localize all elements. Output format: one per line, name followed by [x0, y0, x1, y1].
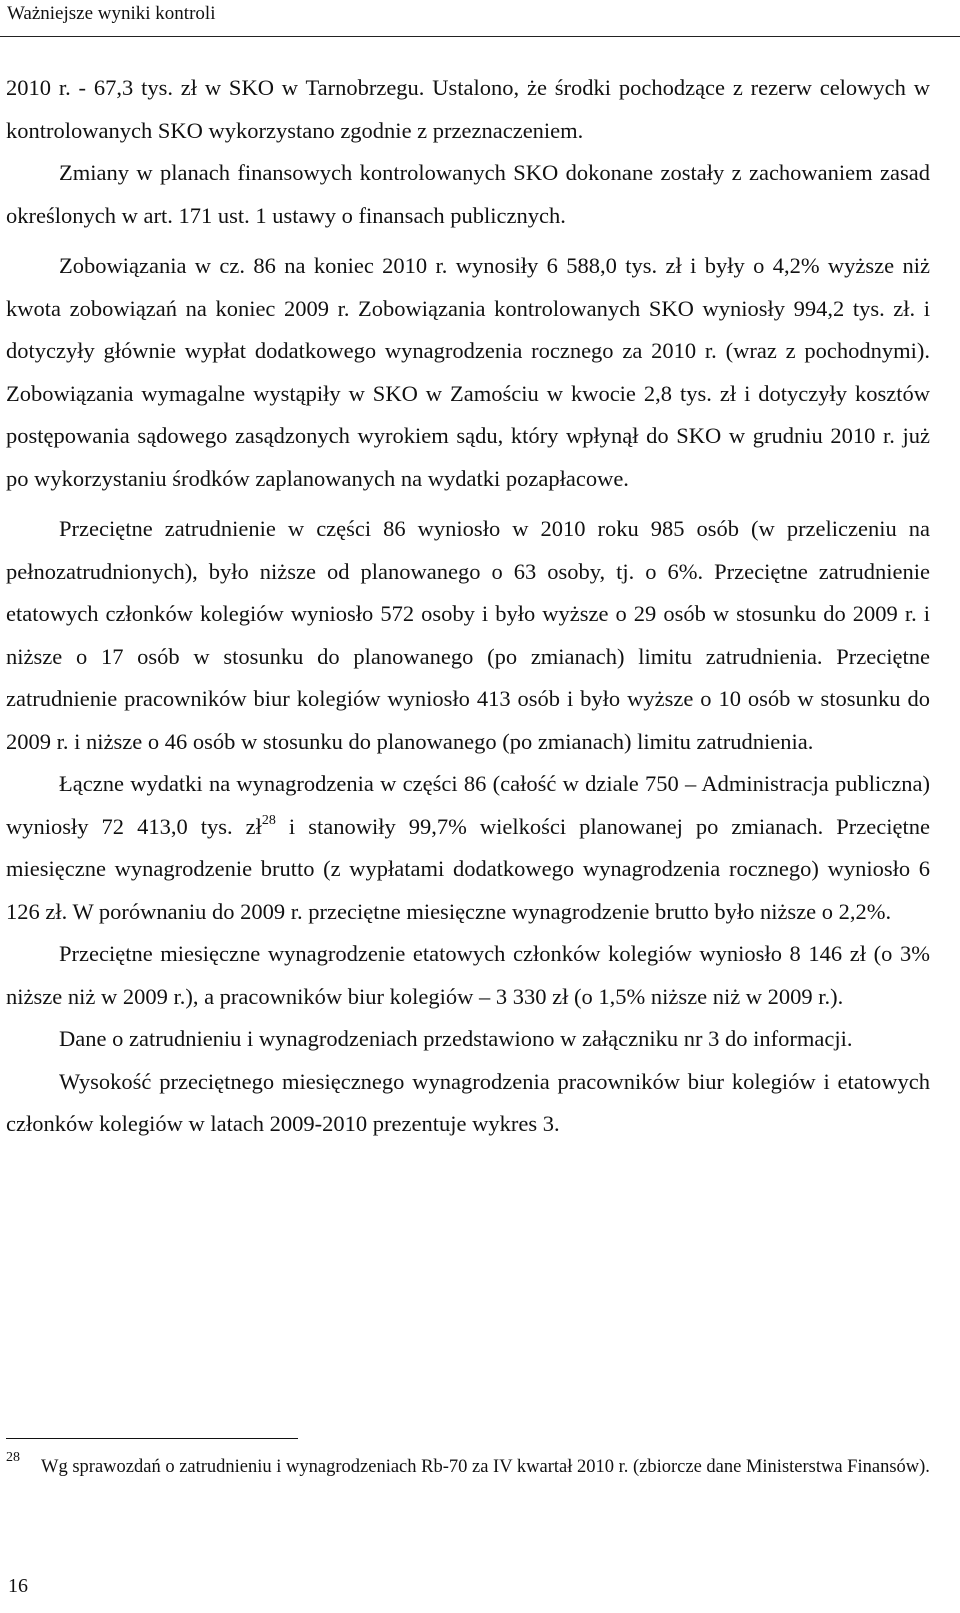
paragraph-plan-changes: Zmiany w planach finansowych kontrolowanych SKO dokonane zostały z zachowaniem zasad określonych w art. 171 ust. 1 ustawy o finansach publicznych.: [6, 160, 930, 228]
paragraph-employment: Przeciętne zatrudnienie w części 86 wyniosło w 2010 roku 985 osób (w przeliczeniu na pełnozatrudnionych), było niższe od planowanego o 63 osoby, tj. o 6%. Przeciętne zatrudnienie etatowych członków kolegiów wyniosło 572 osoby i było wyższe o 29 osób w stosunku do 2009 r. i niższe o 17 osób w stosunku do planowanego (po zmianach) limitu zatrudnienia. Przeciętne zatrudnienie pracowników biur kolegiów wyniosło 413 osób i było wyższe o 10 osób w stosunku do 2009 r. i niższe o 46 osób w stosunku do planowanego (po zmianach) limitu zatrudnienia.: [6, 516, 930, 754]
header-title: Ważniejsze wyniki kontroli: [7, 3, 216, 24]
paragraph-text-before-footnote: Łączne wydatki na wynagrodzenia w części 86 (całość w dziale 750 – Administracja publiczna) wyniosły 72 413,0 tys. zł: [6, 771, 930, 839]
document-body: [6, 67, 930, 1146]
paragraph-continued: 2010 r. - 67,3 tys. zł w SKO w Tarnobrzegu. Ustalono, że środki pochodzące z rezerw celowych w kontrolowanych SKO wykorzystano zgodnie z przeznaczeniem.: [6, 75, 930, 143]
paragraph-spacer: [6, 500, 930, 508]
paragraph-liabilities: Zobowiązania w cz. 86 na koniec 2010 r. wynosiły 6 588,0 tys. zł i były o 4,2% wyższe niż kwota zobowiązań na koniec 2009 r. Zobowiązania kontrolowanych SKO wyniosły 994,2 tys. zł. i dotyczyły głównie wypłat dodatkowego wynagrodzenia rocznego za 2010 r. (wraz z pochodnymi). Zobowiązania wymagalne wystąpiły w SKO w Zamościu w kwocie 2,8 tys. zł i dotyczyły kosztów postępowania sądowego zasądzonych wyrokiem sądu, który wpłynął do SKO w grudniu 2010 r. już po wykorzystaniu środków zaplanowanych na wydatki pozapłacowe.: [6, 253, 930, 491]
footnote-reference[interactable]: 28: [261, 812, 276, 828]
page-number: 16: [8, 1575, 28, 1597]
paragraph-average-wages: Przeciętne miesięczne wynagrodzenie etatowych członków kolegiów wyniosło 8 146 zł (o 3% niższe niż w 2009 r.), a pracowników biur kolegiów – 3 330 zł (o 1,5% niższe niż w 2009 r.).: [6, 941, 930, 1009]
paragraph-text-after-footnote: i stanowiły 99,7% wielkości planowanej po zmianach. Przeciętne miesięczne wynagrodzenie brutto (z wypłatami dodatkowego wynagrodzenia rocznego) wyniosło 6 126 zł. W porównaniu do 2009 r. przeciętne miesięczne wynagrodzenie brutto było niższe o 2,2%.: [6, 813, 930, 924]
paragraph-wage-expenditure: [6, 763, 930, 933]
running-header: [0, 0, 960, 37]
paragraph-spacer: [6, 237, 930, 245]
footnote-separator: [6, 1438, 298, 1439]
paragraph-appendix-reference: Dane o zatrudnieniu i wynagrodzeniach przedstawiono w załączniku nr 3 do informacji.: [59, 1026, 853, 1051]
footnote-text: Wg sprawozdań o zatrudnieniu i wynagrodzeniach Rb-70 za IV kwartał 2010 r. (zbiorcze dane Ministerstwa Finansów).: [41, 1457, 930, 1477]
footnote-number: 28: [6, 1450, 20, 1465]
paragraph-chart-reference: Wysokość przeciętnego miesięcznego wynagrodzenia pracowników biur kolegiów i etatowych członków kolegiów w latach 2009-2010 prezentuje wykres 3.: [6, 1068, 930, 1136]
